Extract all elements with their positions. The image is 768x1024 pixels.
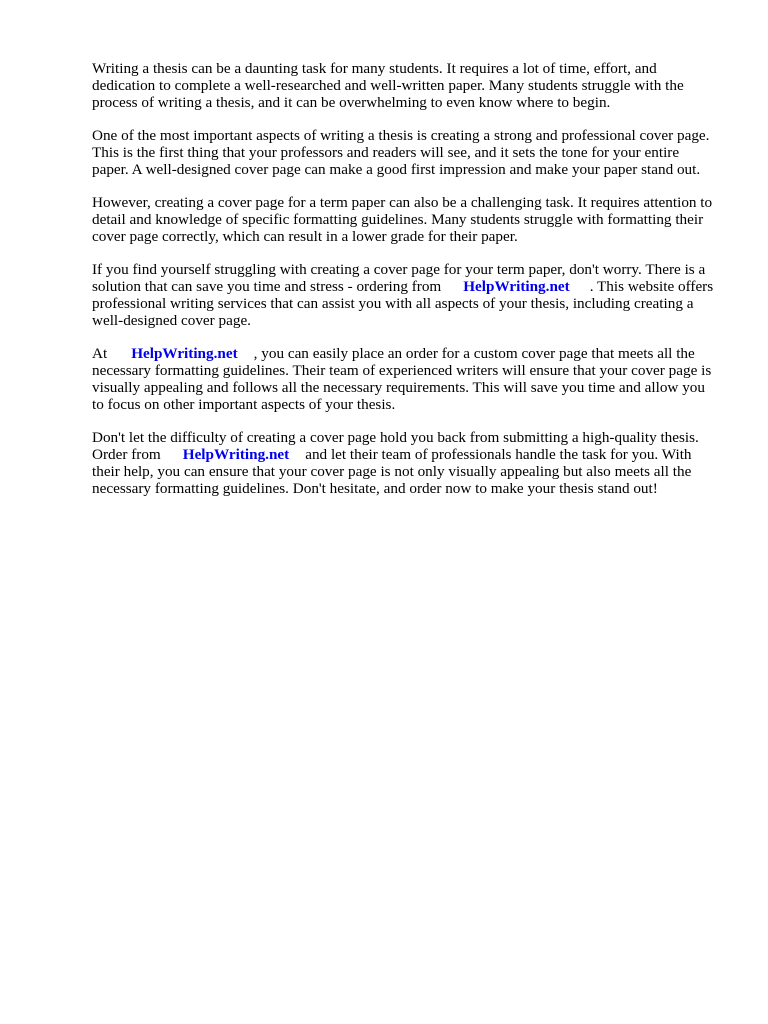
helpwriting-link-2[interactable]: HelpWriting.net (131, 345, 238, 362)
document-page (92, 60, 714, 513)
paragraph-closing (92, 429, 714, 497)
paragraph-ordering-text-after: , you can easily place an order for a custom cover page that meets all the necessary formatting guidelines. Their team of experienced writers will ensure that your cover page is visually appealing and follows all the necessary requirements. This will save you time and allow you to focus on other important aspects of your thesis. (92, 345, 712, 413)
paragraph-ordering (92, 345, 714, 413)
paragraph-solution (92, 261, 714, 329)
paragraph-cover-page-challenge: However, creating a cover page for a term paper can also be a challenging task. It requires attention to detail and knowledge of specific formatting guidelines. Many students struggle with formatting their cover page correctly, which can result in a lower grade for their paper. (92, 194, 713, 245)
helpwriting-link-1[interactable]: HelpWriting.net (463, 278, 570, 295)
paragraph-intro: Writing a thesis can be a daunting task for many students. It requires a lot of time, effort, and dedication to complete a well-researched and well-written paper. Many students struggle with the process of writing a thesis, and it can be overwhelming to even know where to begin. (92, 60, 684, 111)
paragraph-closing-line-1: Don't let the difficulty of creating a cover page hold you back from submitting a high-quality thesis. (92, 429, 699, 446)
helpwriting-link-3[interactable]: HelpWriting.net (182, 446, 290, 463)
paragraph-closing-text-before: Order from (92, 446, 161, 463)
paragraph-solution-text-before: If you find yourself struggling with creating a cover page for your term paper, don't worry. There is a solution that can save you time and stress - ordering from (92, 261, 706, 295)
paragraph-solution-text-after: . This website offers professional writing services that can assist you with all aspects of your thesis, including creating a well-designed cover page. (92, 278, 714, 329)
paragraph-closing-text-after: and let their team of professionals handle the task for you. With their help, you can ensure that your cover page is not only visually appealing but also meets all the necessary formatting guidelines. Don't hesitate, and order now to make your thesis stand out! (92, 446, 692, 497)
paragraph-ordering-text-before: At (92, 345, 108, 362)
paragraph-cover-page-importance: One of the most important aspects of writing a thesis is creating a strong and professional cover page. This is the first thing that your professors and readers will see, and it sets the tone for your entire paper. A well-designed cover page can make a good first impression and make your paper stand out. (92, 127, 710, 178)
